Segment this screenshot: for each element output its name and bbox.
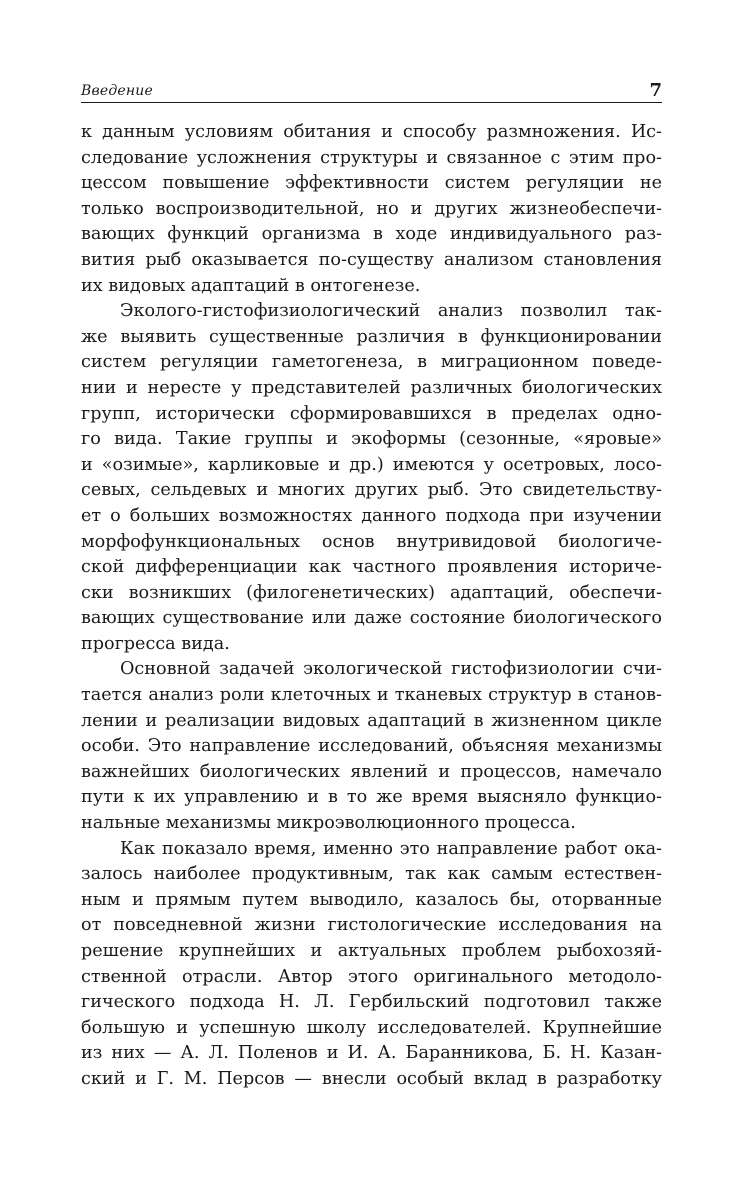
text-line: следование усложнения структуры и связанное с этим про- [81,147,662,168]
text-line: важнейших биологических явлений и процессов, намечало [81,761,662,782]
text-line: большую и успешную школу исследователей. Крупнейшие [81,1017,662,1038]
text-line: и «озимые», карликовые и др.) имеются у осетровых, лосо- [81,454,662,475]
text-line: Основной задачей экологической гистофизиологии счи- [120,659,662,680]
text-line: ет о больших возможностях данного подхода при изучении [81,505,662,526]
text-line: систем регуляции гаметогенеза, в миграционном поведе- [81,352,662,373]
text-line: ственной отрасли. Автор этого оригинального методоло- [81,966,662,987]
paragraph-4 [81,837,662,1093]
text-line: же выявить существенные различия в функционировании [81,326,662,347]
text-line: к данным условиям обитания и способу размножения. Ис- [81,122,662,142]
text-line: их видовых адаптаций в онтогенезе. [81,275,421,296]
text-line: ным и прямым путем выводило, казалось бы, оторванные [81,889,662,910]
text-line: тается анализ роли клеточных и тканевых структур в станов- [81,685,662,706]
text-line: лении и реализации видовых адаптаций в жизненном цикле [81,710,662,731]
text-line: Как показало время, именно это направление работ ока- [120,838,662,859]
text-line: цессом повышение эффективности систем регуляции не [81,173,662,194]
text-line: нии и нересте у представителей различных биологических [81,377,662,398]
text-line: нальные механизмы микроэволюционного процесса. [81,813,576,834]
body-text [81,120,662,1093]
text-line: групп, исторически сформировавшихся в пределах одно- [81,403,662,424]
running-head [81,76,662,103]
book-page [81,76,662,1093]
paragraph-3 [81,657,662,836]
text-line: вающих существование или даже состояние биологического [81,608,662,629]
paragraph-1 [81,120,662,299]
text-line: Эколого-гистофизиологический анализ позволил так- [120,301,662,322]
text-line: гического подхода Н. Л. Гербильский подготовил также [81,992,662,1013]
text-line: ской дифференциации как частного проявления историче- [81,557,662,578]
text-line: вития рыб оказывается по-существу анализом становления [81,249,662,270]
text-line: севых, сельдевых и многих других рыб. Это свидетельству- [81,480,662,501]
paragraph-2 [81,299,662,657]
text-line: го вида. Такие группы и экоформы (сезонные, «яровые» [81,429,662,450]
text-line: прогресса вида. [81,633,230,654]
text-line: пути к их управлению и в то же время выясняло функцио- [81,787,662,808]
page-number: 7 [649,80,662,101]
text-line: морфофункциональных основ внутривидовой биологиче- [81,531,662,552]
chapter-title: Введение [81,83,154,99]
text-line: залось наиболее продуктивным, так как самым естествен- [81,864,662,885]
text-line: ский и Г. М. Персов — внесли особый вклад в разработку [81,1068,662,1089]
text-line: решение крупнейших и актуальных проблем рыбохозяй- [81,941,662,961]
text-line: особи. Это направление исследований, объясняя механизмы [81,736,662,757]
text-line: вающих функций организма в ходе индивидуального раз- [81,224,662,245]
text-line: от повседневной жизни гистологические исследования на [81,915,662,936]
text-line: только воспроизводительной, но и других жизнеобеспечи- [81,198,662,219]
text-line: из них — А. Л. Поленов и И. А. Баранникова, Б. Н. Казан- [81,1043,662,1064]
text-line: ски возникших (филогенетических) адаптаций, обеспечи- [81,582,662,603]
